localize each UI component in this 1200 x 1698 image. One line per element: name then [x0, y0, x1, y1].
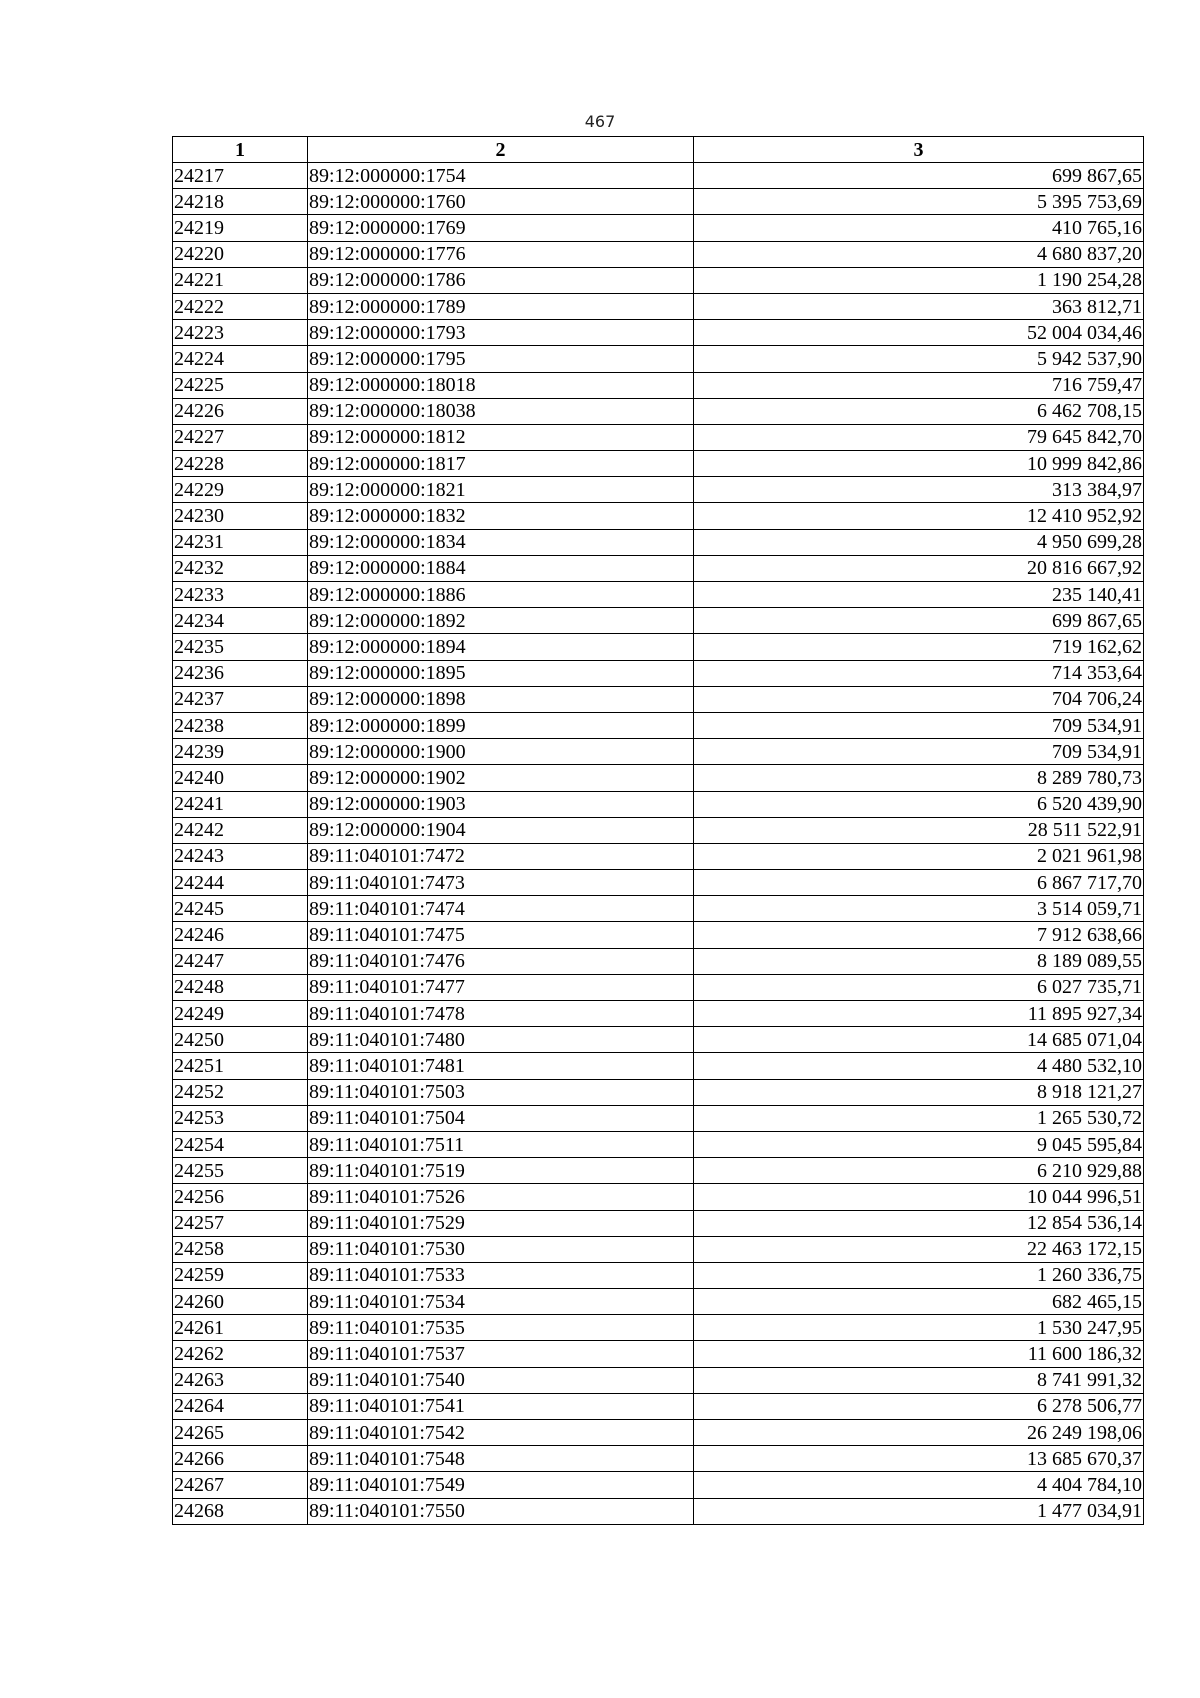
- cadastral-number-cell: 89:11:040101:7540: [308, 1367, 694, 1393]
- cadastral-number-cell: 89:11:040101:7548: [308, 1446, 694, 1472]
- column-header-1: 1: [173, 137, 308, 163]
- table-row: [173, 634, 1144, 660]
- cadastral-number-cell: 89:11:040101:7503: [308, 1079, 694, 1105]
- row-number-cell: 24219: [173, 215, 308, 241]
- value-cell: 10 999 842,86: [694, 451, 1144, 477]
- table-row: [173, 1236, 1144, 1262]
- cadastral-number-cell: 89:12:000000:1894: [308, 634, 694, 660]
- row-number-cell: 24223: [173, 320, 308, 346]
- value-cell: 26 249 198,06: [694, 1420, 1144, 1446]
- cadastral-number-cell: 89:11:040101:7475: [308, 922, 694, 948]
- row-number-cell: 24217: [173, 163, 308, 189]
- cadastral-number-cell: 89:11:040101:7477: [308, 974, 694, 1000]
- value-cell: 709 534,91: [694, 712, 1144, 738]
- value-cell: 11 600 186,32: [694, 1341, 1144, 1367]
- row-number-cell: 24253: [173, 1105, 308, 1131]
- cadastral-number-cell: 89:12:000000:18018: [308, 372, 694, 398]
- cadastral-number-cell: 89:11:040101:7480: [308, 1027, 694, 1053]
- row-number-cell: 24232: [173, 555, 308, 581]
- table-row: [173, 555, 1144, 581]
- data-table: [172, 136, 1144, 1525]
- value-cell: 11 895 927,34: [694, 1001, 1144, 1027]
- cadastral-number-cell: 89:11:040101:7530: [308, 1236, 694, 1262]
- value-cell: 14 685 071,04: [694, 1027, 1144, 1053]
- row-number-cell: 24243: [173, 843, 308, 869]
- value-cell: 719 162,62: [694, 634, 1144, 660]
- value-cell: 1 530 247,95: [694, 1315, 1144, 1341]
- table-row: [173, 346, 1144, 372]
- value-cell: 714 353,64: [694, 660, 1144, 686]
- value-cell: 3 514 059,71: [694, 896, 1144, 922]
- value-cell: 2 021 961,98: [694, 843, 1144, 869]
- row-number-cell: 24225: [173, 372, 308, 398]
- row-number-cell: 24244: [173, 870, 308, 896]
- cadastral-number-cell: 89:12:000000:1754: [308, 163, 694, 189]
- value-cell: 1 265 530,72: [694, 1105, 1144, 1131]
- table-row: [173, 922, 1144, 948]
- value-cell: 363 812,71: [694, 293, 1144, 319]
- row-number-cell: 24220: [173, 241, 308, 267]
- cadastral-number-cell: 89:12:000000:1760: [308, 189, 694, 215]
- row-number-cell: 24242: [173, 817, 308, 843]
- table-row: [173, 1158, 1144, 1184]
- row-number-cell: 24258: [173, 1236, 308, 1262]
- cadastral-number-cell: 89:12:000000:1899: [308, 712, 694, 738]
- table-row: [173, 398, 1144, 424]
- value-cell: 8 189 089,55: [694, 948, 1144, 974]
- cadastral-number-cell: 89:12:000000:1895: [308, 660, 694, 686]
- row-number-cell: 24239: [173, 739, 308, 765]
- cadastral-number-cell: 89:12:000000:18038: [308, 398, 694, 424]
- table-row: [173, 791, 1144, 817]
- value-cell: 682 465,15: [694, 1289, 1144, 1315]
- value-cell: 6 027 735,71: [694, 974, 1144, 1000]
- table-row: [173, 686, 1144, 712]
- cadastral-number-cell: 89:12:000000:1812: [308, 424, 694, 450]
- value-cell: 4 950 699,28: [694, 529, 1144, 555]
- value-cell: 8 741 991,32: [694, 1367, 1144, 1393]
- row-number-cell: 24226: [173, 398, 308, 424]
- row-number-cell: 24241: [173, 791, 308, 817]
- table-row: [173, 1079, 1144, 1105]
- value-cell: 9 045 595,84: [694, 1131, 1144, 1157]
- row-number-cell: 24234: [173, 608, 308, 634]
- row-number-cell: 24265: [173, 1420, 308, 1446]
- value-cell: 313 384,97: [694, 477, 1144, 503]
- row-number-cell: 24227: [173, 424, 308, 450]
- table-row: [173, 241, 1144, 267]
- table-row: [173, 529, 1144, 555]
- row-number-cell: 24261: [173, 1315, 308, 1341]
- value-cell: 6 867 717,70: [694, 870, 1144, 896]
- table-row: [173, 1131, 1144, 1157]
- value-cell: 709 534,91: [694, 739, 1144, 765]
- row-number-cell: 24262: [173, 1341, 308, 1367]
- column-header-2: 2: [308, 137, 694, 163]
- table-row: [173, 477, 1144, 503]
- value-cell: 4 480 532,10: [694, 1053, 1144, 1079]
- row-number-cell: 24267: [173, 1472, 308, 1498]
- value-cell: 699 867,65: [694, 608, 1144, 634]
- table-row: [173, 1053, 1144, 1079]
- row-number-cell: 24237: [173, 686, 308, 712]
- value-cell: 1 190 254,28: [694, 267, 1144, 293]
- cadastral-number-cell: 89:11:040101:7478: [308, 1001, 694, 1027]
- row-number-cell: 24259: [173, 1262, 308, 1288]
- cadastral-number-cell: 89:12:000000:1900: [308, 739, 694, 765]
- cadastral-number-cell: 89:12:000000:1789: [308, 293, 694, 319]
- cadastral-number-cell: 89:12:000000:1903: [308, 791, 694, 817]
- table-row: [173, 870, 1144, 896]
- value-cell: 704 706,24: [694, 686, 1144, 712]
- table-row: [173, 765, 1144, 791]
- row-number-cell: 24240: [173, 765, 308, 791]
- table-row: [173, 1446, 1144, 1472]
- table-row: [173, 1105, 1144, 1131]
- value-cell: 6 210 929,88: [694, 1158, 1144, 1184]
- cadastral-number-cell: 89:12:000000:1769: [308, 215, 694, 241]
- table-row: [173, 948, 1144, 974]
- row-number-cell: 24251: [173, 1053, 308, 1079]
- value-cell: 6 278 506,77: [694, 1393, 1144, 1419]
- cadastral-number-cell: 89:11:040101:7550: [308, 1498, 694, 1524]
- value-cell: 52 004 034,46: [694, 320, 1144, 346]
- table-row: [173, 1498, 1144, 1524]
- header-row: [173, 137, 1144, 163]
- row-number-cell: 24260: [173, 1289, 308, 1315]
- row-number-cell: 24235: [173, 634, 308, 660]
- table-row: [173, 843, 1144, 869]
- row-number-cell: 24231: [173, 529, 308, 555]
- value-cell: 1 477 034,91: [694, 1498, 1144, 1524]
- value-cell: 79 645 842,70: [694, 424, 1144, 450]
- value-cell: 235 140,41: [694, 582, 1144, 608]
- value-cell: 8 289 780,73: [694, 765, 1144, 791]
- table-row: [173, 817, 1144, 843]
- row-number-cell: 24221: [173, 267, 308, 293]
- row-number-cell: 24230: [173, 503, 308, 529]
- table-row: [173, 451, 1144, 477]
- value-cell: 4 404 784,10: [694, 1472, 1144, 1498]
- value-cell: 1 260 336,75: [694, 1262, 1144, 1288]
- row-number-cell: 24238: [173, 712, 308, 738]
- cadastral-number-cell: 89:11:040101:7504: [308, 1105, 694, 1131]
- cadastral-number-cell: 89:11:040101:7537: [308, 1341, 694, 1367]
- table-row: [173, 372, 1144, 398]
- page-number: 467: [584, 112, 616, 131]
- value-cell: 10 044 996,51: [694, 1184, 1144, 1210]
- value-cell: 410 765,16: [694, 215, 1144, 241]
- row-number-cell: 24255: [173, 1158, 308, 1184]
- value-cell: 22 463 172,15: [694, 1236, 1144, 1262]
- row-number-cell: 24256: [173, 1184, 308, 1210]
- cadastral-number-cell: 89:12:000000:1892: [308, 608, 694, 634]
- cadastral-number-cell: 89:11:040101:7526: [308, 1184, 694, 1210]
- table-row: [173, 503, 1144, 529]
- table-row: [173, 163, 1144, 189]
- table-body: [173, 163, 1144, 1525]
- row-number-cell: 24252: [173, 1079, 308, 1105]
- cadastral-number-cell: 89:12:000000:1898: [308, 686, 694, 712]
- cadastral-number-cell: 89:11:040101:7533: [308, 1262, 694, 1288]
- table-row: [173, 1367, 1144, 1393]
- cadastral-number-cell: 89:11:040101:7519: [308, 1158, 694, 1184]
- value-cell: 12 410 952,92: [694, 503, 1144, 529]
- table-row: [173, 739, 1144, 765]
- cadastral-number-cell: 89:12:000000:1817: [308, 451, 694, 477]
- table-row: [173, 424, 1144, 450]
- value-cell: 8 918 121,27: [694, 1079, 1144, 1105]
- cadastral-number-cell: 89:12:000000:1904: [308, 817, 694, 843]
- cadastral-number-cell: 89:11:040101:7511: [308, 1131, 694, 1157]
- table-row: [173, 582, 1144, 608]
- cadastral-number-cell: 89:11:040101:7529: [308, 1210, 694, 1236]
- cadastral-number-cell: 89:11:040101:7472: [308, 843, 694, 869]
- column-header-3: 3: [694, 137, 1144, 163]
- table-row: [173, 1001, 1144, 1027]
- row-number-cell: 24249: [173, 1001, 308, 1027]
- table-row: [173, 1393, 1144, 1419]
- table-row: [173, 320, 1144, 346]
- value-cell: 7 912 638,66: [694, 922, 1144, 948]
- table-row: [173, 1315, 1144, 1341]
- value-cell: 699 867,65: [694, 163, 1144, 189]
- table-row: [173, 267, 1144, 293]
- cadastral-number-cell: 89:12:000000:1832: [308, 503, 694, 529]
- row-number-cell: 24224: [173, 346, 308, 372]
- row-number-cell: 24236: [173, 660, 308, 686]
- value-cell: 13 685 670,37: [694, 1446, 1144, 1472]
- row-number-cell: 24248: [173, 974, 308, 1000]
- table-row: [173, 215, 1144, 241]
- cadastral-number-cell: 89:11:040101:7535: [308, 1315, 694, 1341]
- value-cell: 716 759,47: [694, 372, 1144, 398]
- row-number-cell: 24257: [173, 1210, 308, 1236]
- cadastral-number-cell: 89:11:040101:7476: [308, 948, 694, 974]
- table-row: [173, 1289, 1144, 1315]
- value-cell: 6 462 708,15: [694, 398, 1144, 424]
- row-number-cell: 24229: [173, 477, 308, 503]
- cadastral-number-cell: 89:12:000000:1902: [308, 765, 694, 791]
- cadastral-number-cell: 89:12:000000:1821: [308, 477, 694, 503]
- cadastral-number-cell: 89:12:000000:1793: [308, 320, 694, 346]
- table-row: [173, 1027, 1144, 1053]
- row-number-cell: 24222: [173, 293, 308, 319]
- cadastral-number-cell: 89:12:000000:1795: [308, 346, 694, 372]
- cadastral-number-cell: 89:12:000000:1886: [308, 582, 694, 608]
- row-number-cell: 24245: [173, 896, 308, 922]
- value-cell: 5 395 753,69: [694, 189, 1144, 215]
- row-number-cell: 24218: [173, 189, 308, 215]
- cadastral-number-cell: 89:11:040101:7534: [308, 1289, 694, 1315]
- table-row: [173, 608, 1144, 634]
- row-number-cell: 24264: [173, 1393, 308, 1419]
- row-number-cell: 24247: [173, 948, 308, 974]
- value-cell: 12 854 536,14: [694, 1210, 1144, 1236]
- table-row: [173, 1341, 1144, 1367]
- cadastral-number-cell: 89:12:000000:1884: [308, 555, 694, 581]
- table-row: [173, 1420, 1144, 1446]
- cadastral-number-cell: 89:11:040101:7473: [308, 870, 694, 896]
- cadastral-number-cell: 89:12:000000:1834: [308, 529, 694, 555]
- row-number-cell: 24263: [173, 1367, 308, 1393]
- cadastral-number-cell: 89:11:040101:7542: [308, 1420, 694, 1446]
- table-row: [173, 896, 1144, 922]
- cadastral-number-cell: 89:11:040101:7549: [308, 1472, 694, 1498]
- table-row: [173, 1472, 1144, 1498]
- row-number-cell: 24250: [173, 1027, 308, 1053]
- row-number-cell: 24246: [173, 922, 308, 948]
- cadastral-number-cell: 89:12:000000:1786: [308, 267, 694, 293]
- value-cell: 28 511 522,91: [694, 817, 1144, 843]
- table-row: [173, 1184, 1144, 1210]
- value-cell: 6 520 439,90: [694, 791, 1144, 817]
- cadastral-number-cell: 89:11:040101:7541: [308, 1393, 694, 1419]
- table-row: [173, 1262, 1144, 1288]
- value-cell: 5 942 537,90: [694, 346, 1144, 372]
- cadastral-number-cell: 89:11:040101:7474: [308, 896, 694, 922]
- row-number-cell: 24254: [173, 1131, 308, 1157]
- row-number-cell: 24266: [173, 1446, 308, 1472]
- table-row: [173, 712, 1144, 738]
- cadastral-number-cell: 89:11:040101:7481: [308, 1053, 694, 1079]
- table-row: [173, 189, 1144, 215]
- value-cell: 4 680 837,20: [694, 241, 1144, 267]
- table-row: [173, 293, 1144, 319]
- row-number-cell: 24228: [173, 451, 308, 477]
- table-row: [173, 660, 1144, 686]
- row-number-cell: 24233: [173, 582, 308, 608]
- row-number-cell: 24268: [173, 1498, 308, 1524]
- cadastral-number-cell: 89:12:000000:1776: [308, 241, 694, 267]
- table-row: [173, 974, 1144, 1000]
- table-row: [173, 1210, 1144, 1236]
- value-cell: 20 816 667,92: [694, 555, 1144, 581]
